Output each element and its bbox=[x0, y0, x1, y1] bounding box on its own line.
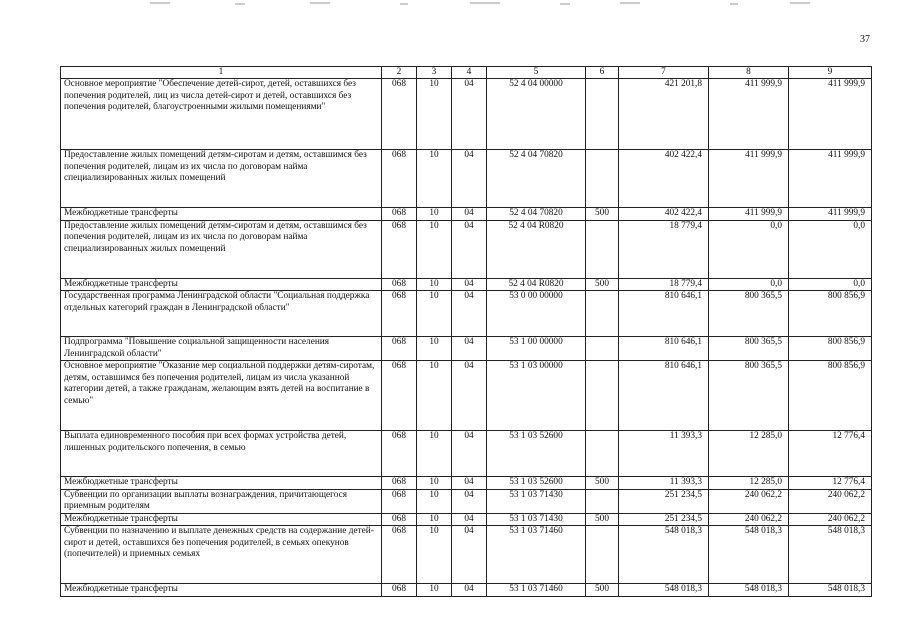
subsection-cell: 04 bbox=[452, 337, 487, 361]
section-cell: 10 bbox=[417, 361, 452, 431]
header-cell: 5 bbox=[487, 67, 586, 79]
scan-edge-marks bbox=[0, 0, 905, 8]
amount-cell: 251 234,5 bbox=[619, 489, 709, 513]
gr-code-cell: 068 bbox=[382, 150, 417, 208]
table-row bbox=[61, 584, 872, 597]
amount-cell: 12 285,0 bbox=[709, 477, 789, 490]
amount-cell: 18 779,4 bbox=[619, 278, 709, 291]
subsection-cell: 04 bbox=[452, 278, 487, 291]
gr-code-cell: 068 bbox=[382, 291, 417, 337]
target-article-cell: 53 1 00 00000 bbox=[487, 337, 586, 361]
subsection-cell: 04 bbox=[452, 79, 487, 150]
expense-type-cell bbox=[586, 489, 619, 513]
amount-cell: 548 018,3 bbox=[619, 584, 709, 597]
amount-cell: 548 018,3 bbox=[709, 584, 789, 597]
amount-cell: 548 018,3 bbox=[789, 584, 872, 597]
budget-table bbox=[60, 66, 872, 597]
target-article-cell: 53 1 03 71460 bbox=[487, 584, 586, 597]
row-name-cell: Межбюджетные трансферты bbox=[61, 278, 382, 291]
subsection-cell: 04 bbox=[452, 477, 487, 490]
expense-type-cell bbox=[586, 361, 619, 431]
table-row bbox=[61, 337, 872, 361]
gr-code-cell: 068 bbox=[382, 337, 417, 361]
row-name-cell: Межбюджетные трансферты bbox=[61, 477, 382, 490]
subsection-cell: 04 bbox=[452, 489, 487, 513]
amount-cell: 800 365,5 bbox=[709, 291, 789, 337]
amount-cell: 810 646,1 bbox=[619, 361, 709, 431]
subsection-cell: 04 bbox=[452, 361, 487, 431]
table-row bbox=[61, 278, 872, 291]
header-cell: 3 bbox=[417, 67, 452, 79]
header-cell: 4 bbox=[452, 67, 487, 79]
amount-cell: 411 999,9 bbox=[709, 79, 789, 150]
amount-cell: 800 856,9 bbox=[789, 337, 872, 361]
amount-cell: 402 422,4 bbox=[619, 150, 709, 208]
amount-cell: 240 062,2 bbox=[789, 489, 872, 513]
subsection-cell: 04 bbox=[452, 291, 487, 337]
header-cell: 8 bbox=[709, 67, 789, 79]
header-cell: 6 bbox=[586, 67, 619, 79]
target-article-cell: 53 1 03 71460 bbox=[487, 526, 586, 584]
amount-cell: 411 999,9 bbox=[789, 79, 872, 150]
expense-type-cell bbox=[586, 526, 619, 584]
gr-code-cell: 068 bbox=[382, 79, 417, 150]
gr-code-cell: 068 bbox=[382, 584, 417, 597]
section-cell: 10 bbox=[417, 526, 452, 584]
gr-code-cell: 068 bbox=[382, 526, 417, 584]
table-row bbox=[61, 477, 872, 490]
amount-cell: 411 999,9 bbox=[709, 208, 789, 221]
amount-cell: 411 999,9 bbox=[789, 150, 872, 208]
target-article-cell: 53 1 03 00000 bbox=[487, 361, 586, 431]
gr-code-cell: 068 bbox=[382, 278, 417, 291]
row-name-cell: Субвенции по организации выплаты вознаграждения, причитающегося приемным родителям bbox=[61, 489, 382, 513]
section-cell: 10 bbox=[417, 337, 452, 361]
subsection-cell: 04 bbox=[452, 526, 487, 584]
target-article-cell: 52 4 04 00000 bbox=[487, 79, 586, 150]
target-article-cell: 53 1 03 52600 bbox=[487, 477, 586, 490]
row-name-cell: Предоставление жилых помещений детям-сиротам и детям, оставшимся без попечения родителей, лицам из их числа по договорам найма специализированных жилых помещений bbox=[61, 220, 382, 278]
header-cell: 1 bbox=[61, 67, 382, 79]
table-row bbox=[61, 526, 872, 584]
expense-type-cell: 500 bbox=[586, 278, 619, 291]
expense-type-cell bbox=[586, 291, 619, 337]
gr-code-cell: 068 bbox=[382, 431, 417, 477]
row-name-cell: Предоставление жилых помещений детям-сиротам и детям, оставшимся без попечения родителей, лицам из их числа по договорам найма специализированных жилых помещений bbox=[61, 150, 382, 208]
expense-type-cell bbox=[586, 150, 619, 208]
amount-cell: 0,0 bbox=[789, 278, 872, 291]
row-name-cell: Основное мероприятие "Оказание мер социальной поддержки детям-сиротам, детям, оставшимся без попечения родителей, лицам из числа указанной категории детей, а также гражданам, желающим взять детей на воспитание в семью" bbox=[61, 361, 382, 431]
table-row bbox=[61, 513, 872, 526]
expense-type-cell bbox=[586, 79, 619, 150]
row-name-cell: Основное мероприятие "Обеспечение детей-сирот, детей, оставшихся без попечения родителей, лиц из числа детей-сирот и детей, оставшихся без попечения родителей, благоустроенными жилыми помещениями" bbox=[61, 79, 382, 150]
section-cell: 10 bbox=[417, 477, 452, 490]
amount-cell: 251 234,5 bbox=[619, 513, 709, 526]
expense-type-cell: 500 bbox=[586, 584, 619, 597]
page-number: 37 bbox=[860, 34, 870, 45]
amount-cell: 548 018,3 bbox=[619, 526, 709, 584]
table-row bbox=[61, 208, 872, 221]
subsection-cell: 04 bbox=[452, 220, 487, 278]
amount-cell: 240 062,2 bbox=[709, 513, 789, 526]
row-name-cell: Государственная программа Ленинградской области "Социальная поддержка отдельных категорий граждан в Ленинградской области" bbox=[61, 291, 382, 337]
table-row bbox=[61, 220, 872, 278]
amount-cell: 800 856,9 bbox=[789, 291, 872, 337]
subsection-cell: 04 bbox=[452, 150, 487, 208]
gr-code-cell: 068 bbox=[382, 208, 417, 221]
header-row bbox=[61, 67, 872, 79]
header-cell: 2 bbox=[382, 67, 417, 79]
amount-cell: 11 393,3 bbox=[619, 431, 709, 477]
row-name-cell: Межбюджетные трансферты bbox=[61, 584, 382, 597]
amount-cell: 0,0 bbox=[709, 220, 789, 278]
row-name-cell: Межбюджетные трансферты bbox=[61, 208, 382, 221]
row-name-cell: Межбюджетные трансферты bbox=[61, 513, 382, 526]
amount-cell: 810 646,1 bbox=[619, 291, 709, 337]
row-name-cell: Подпрограмма "Повышение социальной защищенности населения Ленинградской области" bbox=[61, 337, 382, 361]
gr-code-cell: 068 bbox=[382, 489, 417, 513]
section-cell: 10 bbox=[417, 208, 452, 221]
amount-cell: 11 393,3 bbox=[619, 477, 709, 490]
amount-cell: 18 779,4 bbox=[619, 220, 709, 278]
header-cell: 7 bbox=[619, 67, 709, 79]
amount-cell: 810 646,1 bbox=[619, 337, 709, 361]
amount-cell: 12 285,0 bbox=[709, 431, 789, 477]
section-cell: 10 bbox=[417, 489, 452, 513]
amount-cell: 800 856,9 bbox=[789, 361, 872, 431]
section-cell: 10 bbox=[417, 220, 452, 278]
target-article-cell: 52 4 04 R0820 bbox=[487, 278, 586, 291]
amount-cell: 0,0 bbox=[789, 220, 872, 278]
gr-code-cell: 068 bbox=[382, 513, 417, 526]
expense-type-cell bbox=[586, 431, 619, 477]
amount-cell: 240 062,2 bbox=[789, 513, 872, 526]
target-article-cell: 52 4 04 70820 bbox=[487, 208, 586, 221]
amount-cell: 548 018,3 bbox=[789, 526, 872, 584]
subsection-cell: 04 bbox=[452, 584, 487, 597]
amount-cell: 12 776,4 bbox=[789, 477, 872, 490]
gr-code-cell: 068 bbox=[382, 477, 417, 490]
amount-cell: 411 999,9 bbox=[709, 150, 789, 208]
amount-cell: 548 018,3 bbox=[709, 526, 789, 584]
expense-type-cell: 500 bbox=[586, 477, 619, 490]
section-cell: 10 bbox=[417, 431, 452, 477]
expense-type-cell bbox=[586, 220, 619, 278]
section-cell: 10 bbox=[417, 291, 452, 337]
amount-cell: 240 062,2 bbox=[709, 489, 789, 513]
row-name-cell: Субвенции по назначению и выплате денежных средств на содержание детей-сирот и детей, оставшихся без попечения родителей, в семьях опекунов (попечителей) и приемных семьях bbox=[61, 526, 382, 584]
amount-cell: 421 201,8 bbox=[619, 79, 709, 150]
expense-type-cell bbox=[586, 337, 619, 361]
header-cell: 9 bbox=[789, 67, 872, 79]
subsection-cell: 04 bbox=[452, 513, 487, 526]
section-cell: 10 bbox=[417, 150, 452, 208]
section-cell: 10 bbox=[417, 79, 452, 150]
subsection-cell: 04 bbox=[452, 431, 487, 477]
table-row bbox=[61, 361, 872, 431]
amount-cell: 411 999,9 bbox=[789, 208, 872, 221]
amount-cell: 12 776,4 bbox=[789, 431, 872, 477]
gr-code-cell: 068 bbox=[382, 361, 417, 431]
target-article-cell: 52 4 04 R0820 bbox=[487, 220, 586, 278]
section-cell: 10 bbox=[417, 513, 452, 526]
section-cell: 10 bbox=[417, 584, 452, 597]
target-article-cell: 53 0 00 00000 bbox=[487, 291, 586, 337]
amount-cell: 800 365,5 bbox=[709, 337, 789, 361]
amount-cell: 800 365,5 bbox=[709, 361, 789, 431]
row-name-cell: Выплата единовременного пособия при всех формах устройства детей, лишенных родительского попечения, в семью bbox=[61, 431, 382, 477]
target-article-cell: 52 4 04 70820 bbox=[487, 150, 586, 208]
amount-cell: 0,0 bbox=[709, 278, 789, 291]
target-article-cell: 53 1 03 71430 bbox=[487, 513, 586, 526]
table-row bbox=[61, 291, 872, 337]
expense-type-cell: 500 bbox=[586, 513, 619, 526]
table-row bbox=[61, 79, 872, 150]
subsection-cell: 04 bbox=[452, 208, 487, 221]
section-cell: 10 bbox=[417, 278, 452, 291]
table-row bbox=[61, 489, 872, 513]
table-row bbox=[61, 150, 872, 208]
amount-cell: 402 422,4 bbox=[619, 208, 709, 221]
gr-code-cell: 068 bbox=[382, 220, 417, 278]
target-article-cell: 53 1 03 52600 bbox=[487, 431, 586, 477]
expense-type-cell: 500 bbox=[586, 208, 619, 221]
target-article-cell: 53 1 03 71430 bbox=[487, 489, 586, 513]
table-row bbox=[61, 431, 872, 477]
